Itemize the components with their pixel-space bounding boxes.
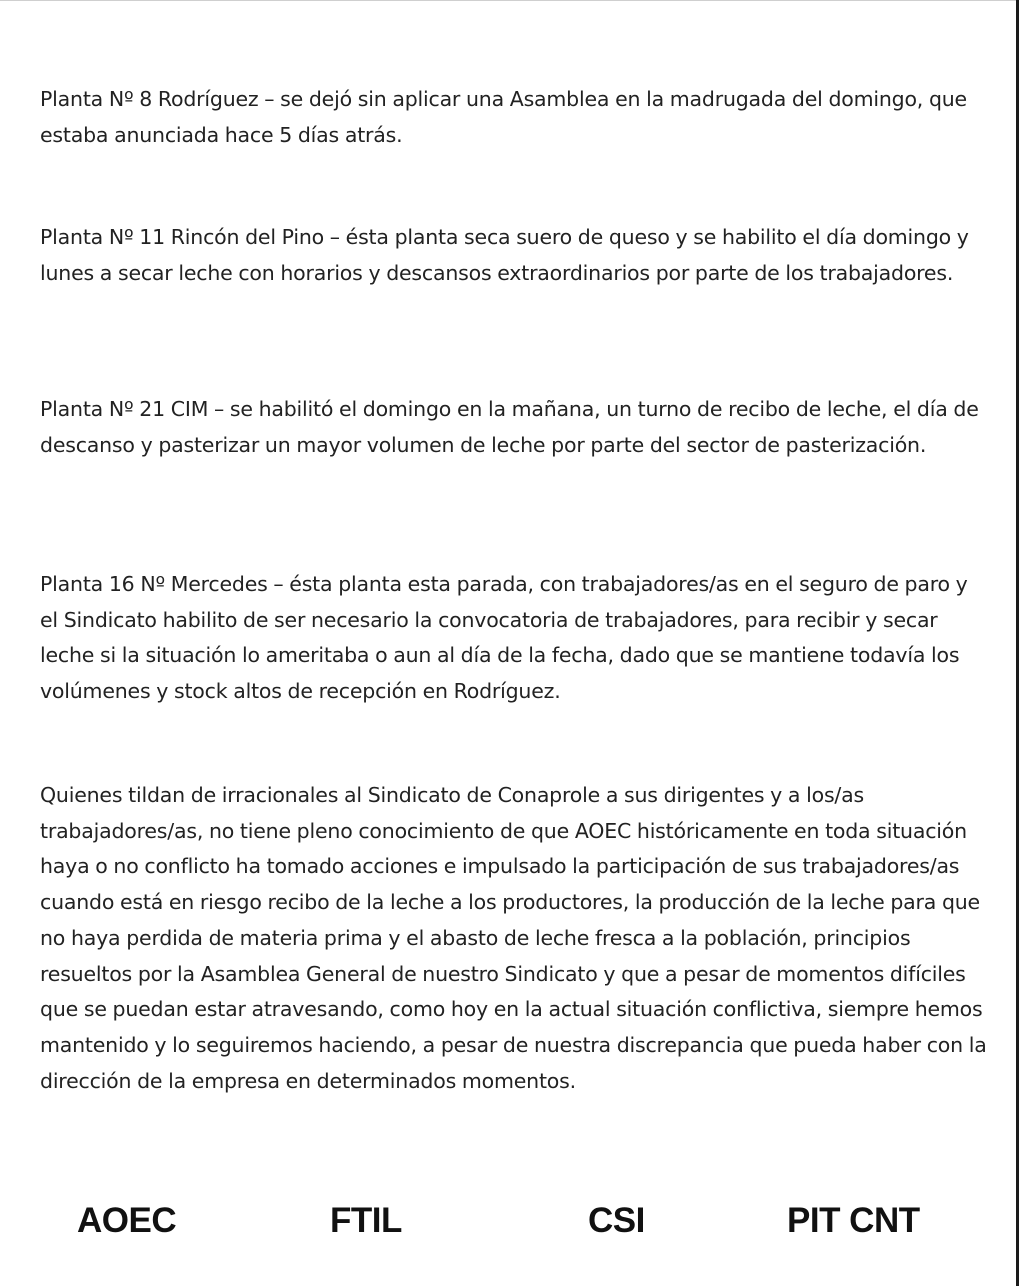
paragraph-planta-16: Planta 16 Nº Mercedes – ésta planta esta parada, con trabajadores/as en el seguro de paro y el Sindicato habilito de ser necesario la convocatoria de trabajadores, para recibir y secar leche si la situación lo ameritaba o aun al día de la fecha, dado que se mantiene todavía los volúmenes y stock altos de recepción en Rodríguez. [40, 572, 968, 704]
paragraph-planta-8: Planta Nº 8 Rodríguez – se dejó sin aplicar una Asamblea en la madrugada del domingo, que estaba anunciada hace 5 días atrás. [40, 87, 967, 147]
page-top-border [0, 0, 1019, 1]
signature-footer [0, 1196, 1019, 1246]
signature-aoec: AOEC [77, 1201, 177, 1240]
paragraph-planta-21: Planta Nº 21 CIM – se habilitó el domingo en la mañana, un turno de recibo de leche, el día de descanso y pasterizar un mayor volumen de leche por parte del sector de pasterización. [40, 397, 979, 457]
paragraph-planta-11: Planta Nº 11 Rincón del Pino – ésta planta seca suero de queso y se habilito el día domingo y lunes a secar leche con horarios y descansos extraordinarios por parte de los trabajadores. [40, 225, 969, 285]
signature-pit-cnt: PIT CNT [787, 1201, 920, 1240]
paragraph-statement: Quienes tildan de irracionales al Sindicato de Conaprole a sus dirigentes y a los/as trabajadores/as, no tiene pleno conocimiento de que AOEC históricamente en toda situación haya o no conflicto ha tomado acciones e impulsado la participación de sus trabajadores/as cuando está en riesgo recibo de la leche a los productores, la producción de la leche para que no haya perdida de materia prima y el abasto de leche fresca a la población, principios resueltos por la Asamblea General de nuestro Sindicato y que a pesar de momentos difíciles que se puedan estar atravesando, como hoy en la actual situación conflictiva, siempre hemos mantenido y lo seguiremos haciendo, a pesar de nuestra discrepancia que pueda haber con la dirección de la empresa en determinados momentos. [40, 783, 987, 1093]
signature-ftil: FTIL [330, 1201, 402, 1240]
signature-csi: CSI [588, 1201, 645, 1240]
